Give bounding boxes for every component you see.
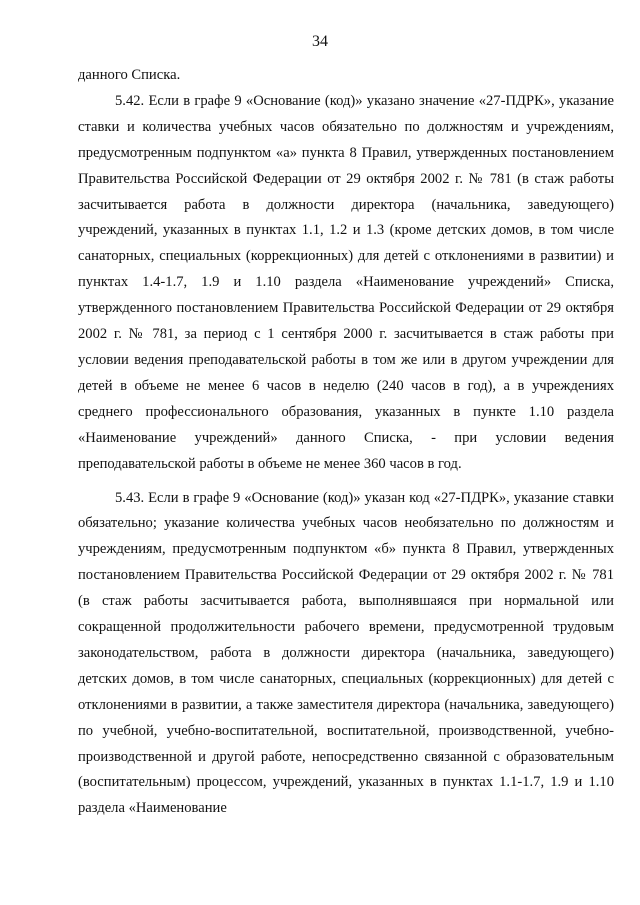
paragraph-5-42: 5.42. Если в графе 9 «Основание (код)» указано значение «27-ПДРК», указание ставки и количества учебных часов обязательно по должностям и учреждениям, предусмотренным подпунктом «а» пункта 8 Правил, утвержденных постановлением Правительства Российской Федерации от 29 октября 2002 г. № 781 (в стаж работы засчитывается работа в должности директора (начальника, заведующего) учреждений, указанных в пунктах 1.1, 1.2 и 1.3 (кроме детских домов, в том числе санаторных, специальных (коррекционных) для детей с отклонениями в развитии) и пунктах 1.4-1.7, 1.9 и 1.10 раздела «Наименование учреждений» Списка, утвержденного постановлением Правительства Российской Федерации от 29 октября 2002 г. № 781, за период с 1 сентября 2000 г. засчитывается в стаж работы при условии ведения преподавательской работы в том же или в другом учреждении для детей в объеме не менее 6 часов в неделю (240 часов в год), а в учреждениях среднего профессионального образования, указанных в пункте 1.10 раздела «Наименование учреждений» данного Списка, - при условии ведения преподавательской работы в объеме не менее 360 часов в год. [78,92,614,472]
paragraph-continuation: данного Списка. [78,67,181,83]
paragraph-5-43: 5.43. Если в графе 9 «Основание (код)» указан код «27-ПДРК», указание ставки обязательно; указание количества учебных часов необязательно по должностям и учреждениям, предусмотренным подпунктом «б» пункта 8 Правил, утвержденных постановлением Правительства Российской Федерации от 29 октября 2002 г. № 781 (в стаж работы засчитывается работа, выполнявшаяся при нормальной или сокращенной продолжительности рабочего времени, предусмотренной трудовым законодательством, работа в должности директора (начальника, заведующего) детских домов, в том числе санаторных, специальных (коррекционных) для детей с отклонениями в развитии, а также заместителя директора (начальника, заведующего) по учебной, учебно-воспитательной, воспитательной, производственной, учебно-производственной и другой работе, непосредственно связанной с образовательным (воспитательным) процессом, учреждений, указанных в пунктах 1.1-1.7, 1.9 и 1.10 раздела «Наименование [78,489,614,817]
page-number: 34 [312,33,328,50]
document-body [78,63,614,822]
